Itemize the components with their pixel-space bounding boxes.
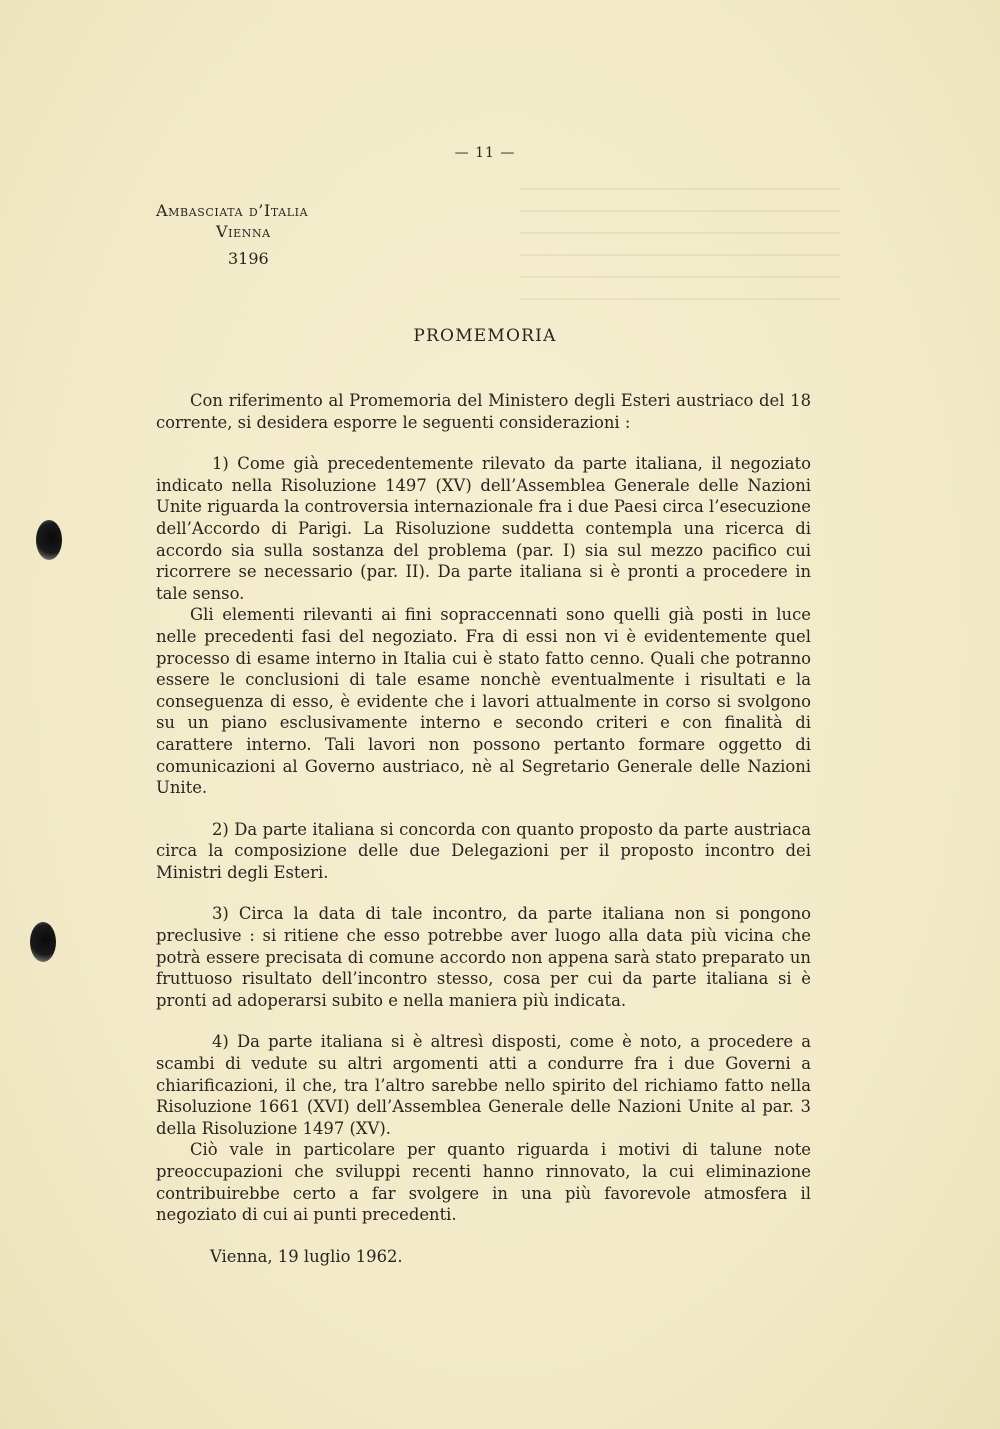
punch-hole-lower [30,922,56,962]
show-through-texture [520,180,840,300]
sender-city: Vienna [216,222,271,241]
paragraph-point-1: 1) Come già precedentemente rilevato da parte italiana, il negoziato indicato nella Risoluzione 1497 (XV) dell’Assemblea Generale delle Nazioni Unite riguarda la controversia internazionale fra i due Paesi circa l’esecuzione dell’Accordo di Parigi. La Risoluzione suddetta contempla una ricerca di accordo sia sulla sostanza del problema (par. I) sia sul mezzo pacifico cui ricorrere se necessario (par. II). Da parte italiana si è pronti a procedere in tale senso. [156,454,811,603]
paragraph-point-3: 3) Circa la data di tale incontro, da parte italiana non si pongono preclusive : si ritiene che esso potrebbe aver luogo alla data più vicina che potrà essere precisata di comune accordo non appena sarà stato preparato un fruttuoso risultato dell’incontro stesso, cosa per cui da parte italiana si è pronti ad adoperarsi subito e nella maniera più indicata. [156,904,811,1010]
document-body [156,390,811,1267]
punch-hole-upper [36,520,62,560]
paragraph-point-4-continued: Ciò vale in particolare per quanto riguarda i motivi di talune note preoccupazioni che sviluppi recenti hanno rinnovato, la cui eliminazione contribuirebbe certo a far svolgere in una più favorevole atmosfera il negoziato di cui ai punti precedenti. [156,1140,811,1225]
place-date-signature: Vienna, 19 luglio 1962. [210,1246,403,1266]
sender-embassy: Ambasciata d’Italia [156,201,309,220]
paragraph-point-1-continued: Gli elementi rilevanti ai fini sopraccennati sono quelli già posti in luce nelle precedenti fasi del negoziato. Fra di essi non vi è evidentemente quel processo di esame interno in Italia cui è stato fatto cenno. Quali che potranno essere le conclusioni di tale esame nonchè eventualmente i risultati e la conseguenza di esso, è evidente che i lavori attualmente in corso si svolgono su un piano esclusivamente interno e secondo criteri e con finalità di carattere interno. Tali lavori non possono pertanto formare oggetto di comunicazioni al Governo austriaco, nè al Segretario Generale delle Nazioni Unite. [156,605,811,798]
protocol-number: 3196 [228,249,269,268]
paragraph-intro: Con riferimento al Promemoria del Ministero degli Esteri austriaco del 18 corrente, si desidera esporre le seguenti considerazioni : [156,391,811,432]
sender-block [156,200,308,269]
page-number: — 11 — [454,145,516,161]
document-title: PROMEMORIA [413,326,557,346]
paragraph-point-4: 4) Da parte italiana si è altresì disposti, come è noto, a procedere a scambi di vedute su altri argomenti atti a condurre fra i due Governi a chiarificazioni, il che, tra l’altro sarebbe nello spirito del richiamo fatto nella Risoluzione 1661 (XVI) dell’Assemblea Generale delle Nazioni Unite al par. 3 della Risoluzione 1497 (XV). [156,1032,811,1138]
paragraph-point-2: 2) Da parte italiana si concorda con quanto proposto da parte austriaca circa la composizione delle due Delegazioni per il proposto incontro dei Ministri degli Esteri. [156,819,811,882]
